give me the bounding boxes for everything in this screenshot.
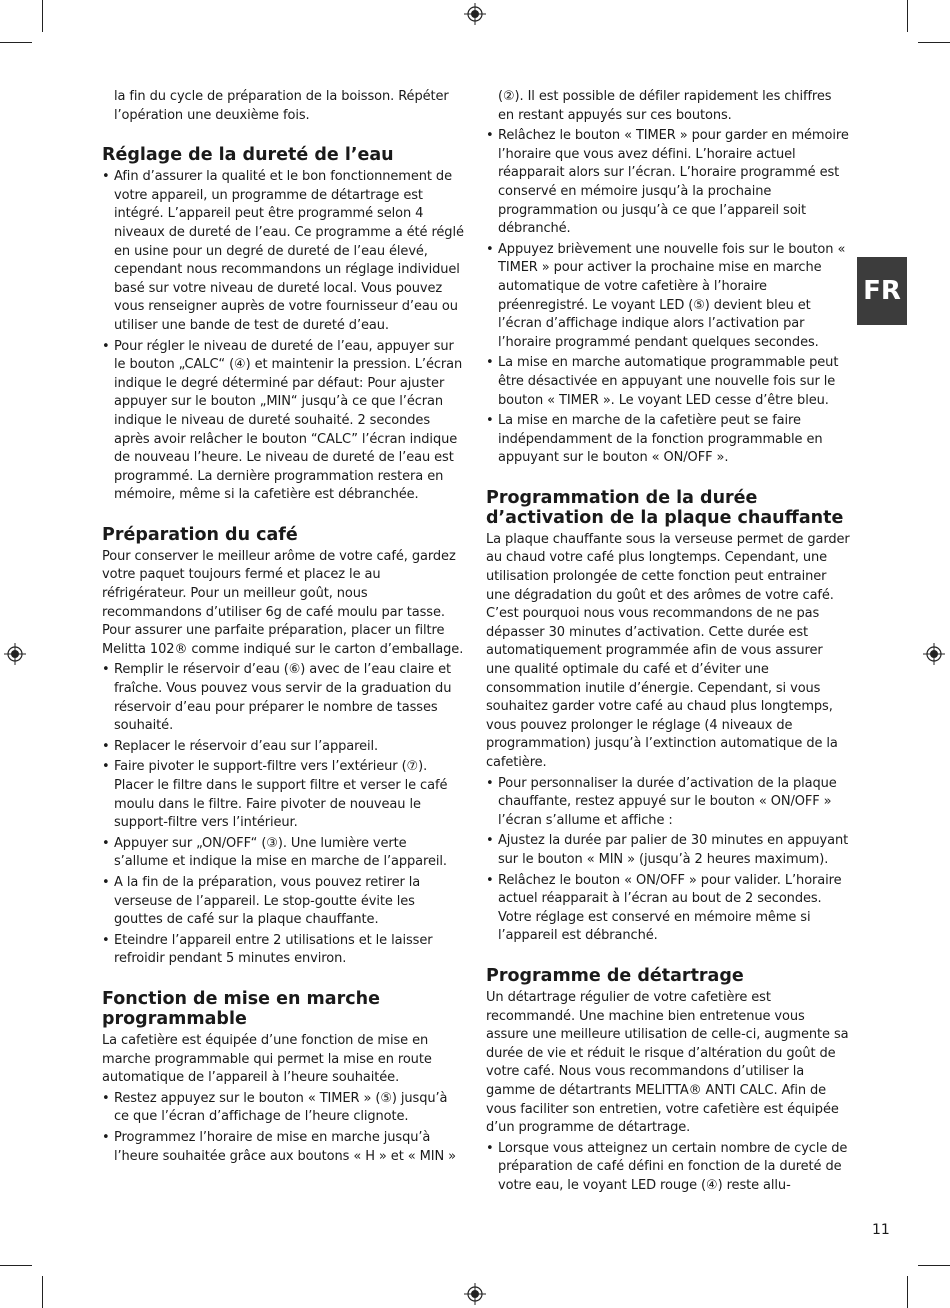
- page-number: 11: [872, 1222, 890, 1238]
- bullet-item: • Appuyez brièvement une nouvelle fois sur le bouton « TIMER » pour activer la prochaine mise en marche automatique de votre cafetière à l’horaire préenregistré. Le voyant LED (⑤) devient bleu et l’écran d’affichage indique alors l’activation par l’horaire programmé pendant quelques secondes.: [486, 241, 850, 353]
- crop-mark: [918, 42, 950, 43]
- registration-mark-icon: [464, 3, 486, 25]
- left-column: [102, 88, 464, 1168]
- section-heading: Préparation du café: [102, 524, 298, 545]
- bullet-item: • Relâchez le bouton « ON/OFF » pour valider. L’horaire actuel réapparait à l’écran au bout de 2 secondes. Votre réglage est conservé en mémoire même si l’appareil est débranché.: [486, 872, 850, 946]
- bullet-item: • Pour personnaliser la durée d’activation de la plaque chauffante, restez appuyé sur le bouton « ON/OFF » l’écran s’allume et affiche :: [486, 775, 850, 831]
- intro-paragraph: la fin du cycle de préparation de la boisson. Répéter l’opération une deuxième fois.: [114, 89, 449, 123]
- right-column: [486, 88, 850, 1197]
- section-heading: Réglage de la dureté de l’eau: [102, 145, 394, 166]
- bullet-item: • Eteindre l’appareil entre 2 utilisations et le laisser refroidir pendant 5 minutes environ.: [102, 932, 464, 969]
- bullet-item: • Faire pivoter le support-filtre vers l’extérieur (⑦). Placer le filtre dans le support filtre et verser le café moulu dans le filtre. Faire pivoter de nouveau le support-filtre vers l’intérieur.: [102, 758, 464, 832]
- language-tab: FR: [857, 257, 907, 325]
- bullet-item: • Pour régler le niveau de dureté de l’eau, appuyer sur le bouton „CALC“ (④) et maintenir la pression. L’écran indique le degré déterminé par défaut: Pour ajuster appuyer sur le bouton „MIN“ jusqu’à ce que l’écran indique le niveau de dureté souhaité. 2 secondes après avoir relâcher le bouton “CALC” l’écran indique de nouveau l’heure. Le niveau de dureté de l’eau est programmé. La dernière programmation restera en mémoire, même si la cafetière est débranchée.: [102, 338, 464, 505]
- bullet-item: • Programmez l’horaire de mise en marche jusqu’à l’heure souhaitée grâce aux boutons « H » et « MIN »: [102, 1129, 464, 1166]
- section-hotplate-duration: [486, 488, 850, 946]
- crop-mark: [907, 1276, 908, 1308]
- registration-mark-icon: [4, 643, 26, 665]
- crop-mark: [0, 1265, 32, 1266]
- registration-mark-icon: [464, 1283, 486, 1305]
- section-coffee-preparation: [102, 525, 464, 969]
- continued-paragraph: (②). Il est possible de défiler rapidement les chiffres en restant appuyés sur ces boutons.: [498, 89, 832, 123]
- bullet-item: • Relâchez le bouton « TIMER » pour garder en mémoire l’horaire que vous avez défini. L’horaire actuel réapparait alors sur l’écran. L’horaire programmé est conservé en mémoire jusqu’à la prochaine programmation ou jusqu’à ce que l’appareil soit débranché.: [486, 127, 850, 239]
- crop-mark: [0, 42, 32, 43]
- bullet-item: • La mise en marche automatique programmable peut être désactivée en appuyant une nouvelle fois sur le bouton « TIMER ». Le voyant LED cesse d’être bleu.: [486, 354, 850, 410]
- crop-mark: [918, 1265, 950, 1266]
- bullet-item: • Afin d’assurer la qualité et le bon fonctionnement de votre appareil, un programme de détartrage est intégré. L’appareil peut être programmé selon 4 niveaux de dureté de l’eau. Ce programme a été réglé en usine pour un degré de dureté de l’eau élevé, cependant nous recommandons un réglage individuel basé sur votre niveau de dureté local. Vous pouvez vous renseigner auprès de votre fournisseur d’eau ou utiliser une bande de test de dureté d’eau.: [102, 168, 464, 335]
- bullet-item: • A la fin de la préparation, vous pouvez retirer la verseuse de l’appareil. Le stop-goutte évite les gouttes de café sur la plaque chauffante.: [102, 874, 464, 930]
- bullet-item: • La mise en marche de la cafetière peut se faire indépendamment de la fonction programmable en appuyant sur le bouton « ON/OFF ».: [486, 412, 850, 468]
- body-paragraph: Un détartrage régulier de votre cafetière est recommandé. Une machine bien entretenue vous assure une meilleure utilisation de celle-ci, augmente sa durée de vie et réduit le risque d’altération du goût de votre café. Nous vous recommandons d’utiliser la gamme de détartrants MELITTA® ANTI CALC. Afin de vous faciliter son entretien, votre cafetière est équipée d’un programme de détartrage.: [486, 989, 849, 1136]
- bullet-item: • Replacer le réservoir d’eau sur l’appareil.: [102, 738, 464, 757]
- body-paragraph: La plaque chauffante sous la verseuse permet de garder au chaud votre café plus longtemps. Cependant, une utilisation prolongée de cette fonction peut entrainer une dégradation du goût et des arômes de votre café. C’est pourquoi nous vous recommandons de ne pas dépasser 30 minutes d’activation. Cette durée est automatiquement programmée afin de vous assurer une qualité optimale du café et d’éviter une consommation inutile d’énergie. Cependant, si vous souhaitez garder votre café au chaud plus longtemps, vous pouvez prolonger le réglage (4 niveaux de programmation) jusqu’à l’extinction automatique de la cafetière.: [486, 531, 850, 770]
- section-descaling: [486, 966, 850, 1196]
- section-programmable-start: [102, 989, 464, 1166]
- bullet-item: • Appuyer sur „ON/OFF“ (③). Une lumière verte s’allume et indique la mise en marche de l’appareil.: [102, 835, 464, 872]
- section-water-hardness: [102, 145, 464, 505]
- registration-mark-icon: [923, 643, 945, 665]
- body-paragraph: Pour conserver le meilleur arôme de votre café, gardez votre paquet toujours fermé et placez le au réfrigérateur. Pour un meilleur goût, nous recommandons d’utiliser 6g de café moulu par tasse. Pour assurer une parfaite préparation, placer un filtre Melitta 102® comme indiqué sur le carton d’emballage.: [102, 548, 464, 657]
- bullet-item: • Ajustez la durée par palier de 30 minutes en appuyant sur le bouton « MIN » (jusqu’à 2 heures maximum).: [486, 832, 850, 869]
- section-heading: Fonction de mise en marche programmable: [102, 988, 380, 1029]
- crop-mark: [907, 0, 908, 32]
- bullet-item: • Lorsque vous atteignez un certain nombre de cycle de préparation de café défini en fonction de la dureté de votre eau, le voyant LED rouge (④) reste allu-: [486, 1140, 850, 1196]
- crop-mark: [42, 1276, 43, 1308]
- crop-mark: [42, 0, 43, 32]
- section-heading: Programmation de la durée d’activation de la plaque chauffante: [486, 487, 844, 528]
- bullet-item: • Restez appuyez sur le bouton « TIMER » (⑤) jusqu’à ce que l’écran d’affichage de l’heure clignote.: [102, 1090, 464, 1127]
- section-heading: Programme de détartrage: [486, 965, 744, 986]
- bullet-item: • Remplir le réservoir d’eau (⑥) avec de l’eau claire et fraîche. Vous pouvez vous servir de la graduation du réservoir d’eau pour préparer le nombre de tasses souhaité.: [102, 661, 464, 735]
- body-paragraph: La cafetière est équipée d’une fonction de mise en marche programmable qui permet la mise en route automatique de l’appareil à l’heure souhaitée.: [102, 1032, 432, 1086]
